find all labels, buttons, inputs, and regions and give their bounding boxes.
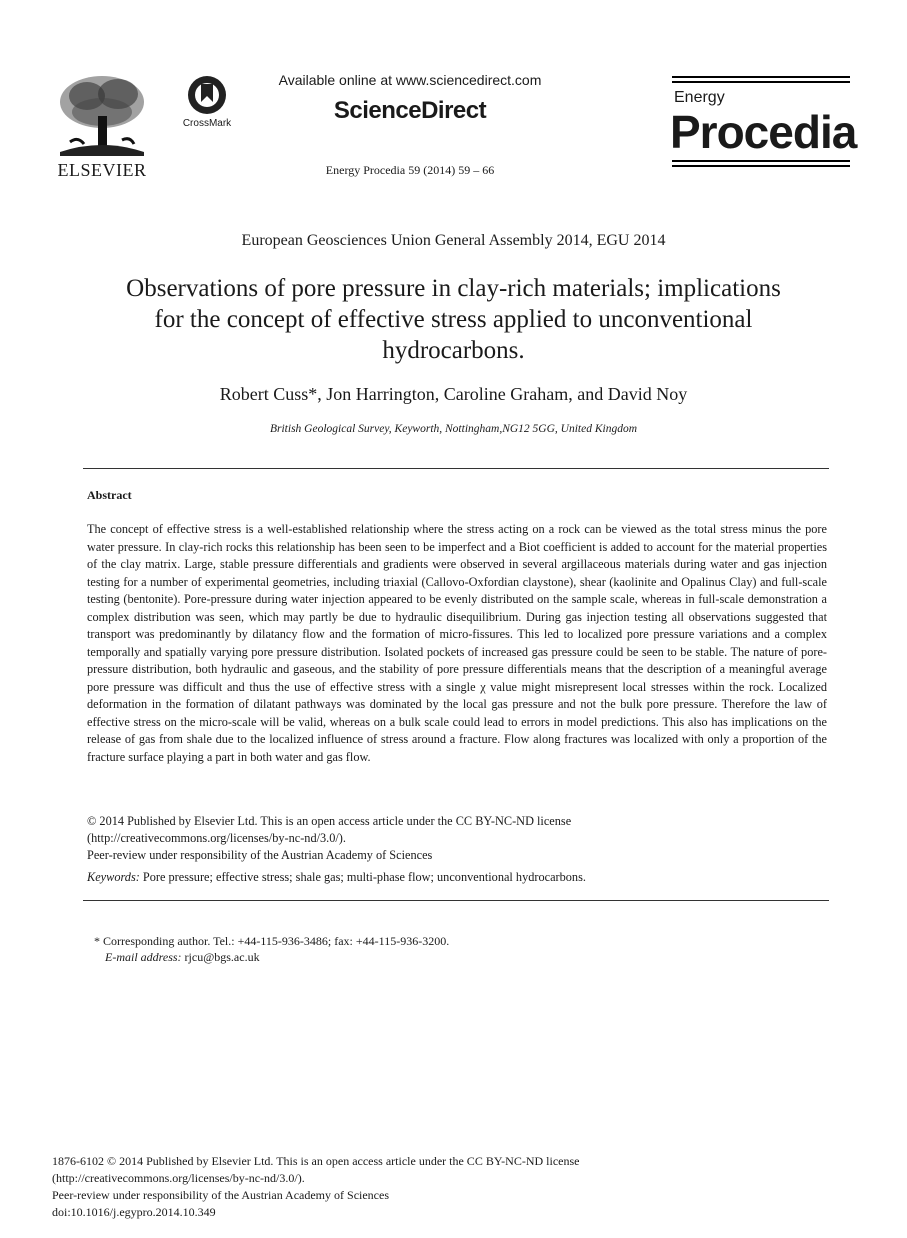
divider-bottom — [83, 900, 829, 901]
available-online-text: Available online at www.sciencedirect.com — [278, 72, 542, 88]
journal-logo-procedia: Procedia — [670, 106, 857, 158]
journal-logo-top-rules — [672, 76, 850, 86]
keywords-label: Keywords: — [87, 870, 140, 884]
corresponding-author-note — [94, 933, 834, 965]
journal-logo-bottom-rules — [672, 160, 850, 170]
keywords-text: Pore pressure; effective stress; shale gas; multi-phase flow; unconventional hydrocarbons. — [139, 870, 586, 884]
paper-title — [90, 273, 817, 366]
sciencedirect-logo: ScienceDirect — [333, 97, 487, 124]
peer-review-line: Peer-review under responsibility of the Austrian Academy of Sciences — [87, 848, 433, 862]
title-line: hydrocarbons. — [382, 337, 525, 364]
journal-logo-energy: Energy — [674, 89, 725, 106]
divider-top — [83, 468, 829, 469]
journal-reference: Energy Procedia 59 (2014) 59 – 66 — [325, 163, 495, 177]
conference-name: European Geosciences Union General Assembly 2014, EGU 2014 — [241, 232, 666, 249]
license-line: © 2014 Published by Elsevier Ltd. This is an open access article under the CC BY-NC-ND license — [87, 814, 572, 828]
footer-peer-review: Peer-review under responsibility of the Austrian Academy of Sciences — [52, 1188, 389, 1202]
license-block — [87, 813, 827, 864]
elsevier-logo — [52, 72, 152, 180]
abstract-body: The concept of effective stress is a well-established relationship where the stress acting on a rock can be viewed as the total stress minus the pore water pressure. In clay-rich rocks this relationship has been seen to be imperfect and a Biot coefficient is added to account for the material properties of the clay matrix. Large, stable pressure differentials and gradients were observed in several argillaceous materials during water and gas injection testing for a number of experimental geometries, including triaxial (Callovo-Oxfordian claystone), shear (kaolinite and Opalinus Clay) and full-scale testing (bentonite). Pore-pressure during water injection appeared to be evenly distributed on the sample scale, whereas in full-scale demonstration a complex distribution was seen, which may partly be due to hydraulic disequilibrium. During gas injection testing all observations suggested that transport was predominantly by dilatancy flow and the formation of micro-fissures. This led to localized pore pressure variations and a complex temporally and spatially varying pore pressure distribution. Isolated pockets of increased gas pressure could be seen to be stable. The nature of pore-pressure distribution, both hydraulic and gaseous, and the stability of pore pressure differentials means that the description of a meaningful average pore pressure was difficult and thus the use of effective stress with a single χ value might misrepresent local stresses within the rock. Localized deformation in the formation of dilatant pathways was dominated by the local gas pressure and not the bulk pore pressure. Therefore the law of effective stress on the micro-scale will be valid, whereas on a bulk scale could lead to errors in model predictions. This also has implications on the release of gas from shale due to the localized influence of stress around a fracture. Flow along fractures was localized with only a proportion of the fracture surface playing a part in both water and gas flow. — [87, 522, 827, 764]
crossmark-badge[interactable] — [176, 74, 238, 134]
keywords-line — [87, 870, 827, 885]
footer-issn-line: 1876-6102 © 2014 Published by Elsevier Ltd. This is an open access article under the CC BY-NC-ND license — [52, 1154, 580, 1168]
email-address[interactable]: rjcu@bgs.ac.uk — [181, 950, 260, 964]
footer-license-link[interactable]: (http://creativecommons.org/licenses/by-nc-nd/3.0/). — [52, 1171, 305, 1185]
author-list: Robert Cuss*, Jon Harrington, Caroline Graham, and David Noy — [219, 384, 688, 404]
affiliation: British Geological Survey, Keyworth, Nottingham,NG12 5GG, United Kingdom — [269, 423, 638, 435]
license-link[interactable]: (http://creativecommons.org/licenses/by-nc-nd/3.0/). — [87, 831, 346, 845]
title-line: Observations of pore pressure in clay-rich materials; implications — [126, 275, 781, 302]
title-line: for the concept of effective stress applied to unconventional — [154, 306, 753, 333]
crossmark-icon — [176, 74, 238, 118]
page-footer — [52, 1153, 852, 1221]
footer-doi[interactable]: doi:10.1016/j.egypro.2014.10.349 — [52, 1205, 216, 1219]
elsevier-tree-icon — [52, 72, 152, 158]
corresponding-author-line: * Corresponding author. Tel.: +44-115-936-3486; fax: +44-115-936-3200. — [94, 934, 450, 948]
crossmark-label: CrossMark — [182, 118, 232, 129]
abstract-heading: Abstract — [87, 488, 132, 502]
elsevier-wordmark: ELSEVIER — [57, 160, 147, 180]
email-label: E-mail address: — [105, 950, 182, 964]
